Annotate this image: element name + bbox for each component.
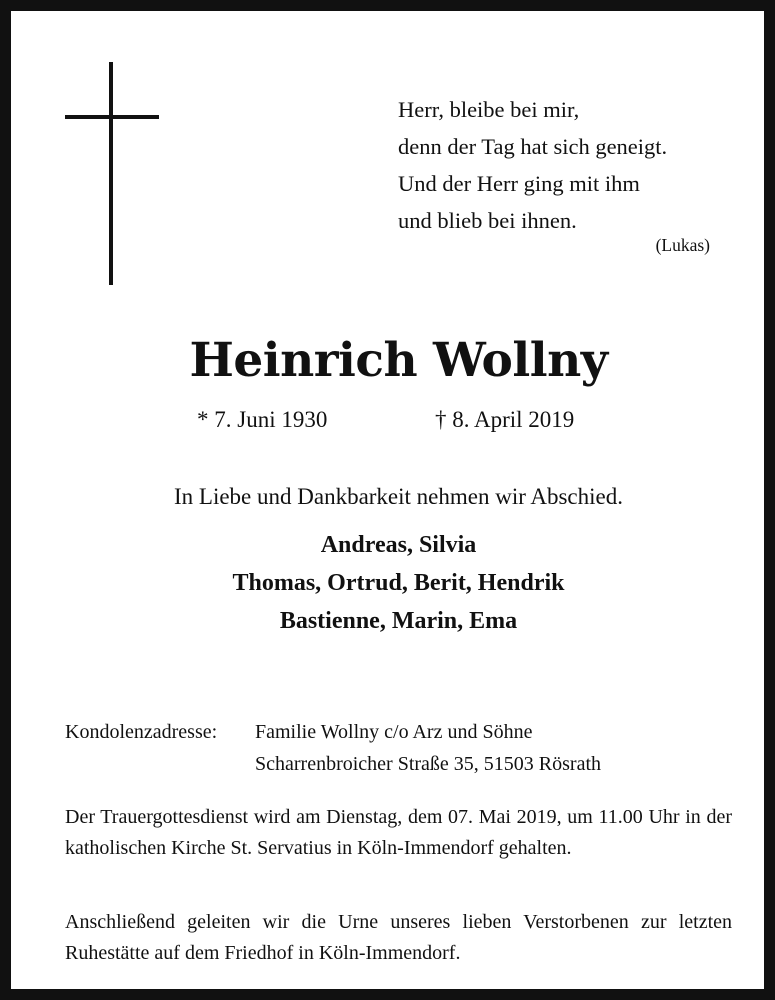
burial-paragraph: Anschließend geleiten wir die Urne unseres lieben Verstorbenen zur letzten Ruhestätte auf dem Friedhof in Köln-Immendorf.: [65, 911, 732, 964]
verse-line: denn der Tag hat sich geneigt.: [398, 134, 668, 159]
cross-icon-vertical: [109, 62, 113, 285]
farewell-text: In Liebe und Dankbarkeit nehmen wir Abschied.: [173, 484, 623, 509]
death-date: † 8. April 2019: [435, 407, 575, 432]
family-line: Thomas, Ortrud, Berit, Hendrik: [232, 570, 565, 596]
deceased-name: Heinrich Wollny: [189, 333, 608, 388]
verse-source: (Lukas): [655, 235, 710, 255]
service-paragraph: Der Trauergottesdienst wird am Dienstag, dem 07. Mai 2019, um 11.00 Uhr in der katholischen Kirche St. Servatius in Köln-Immendorf gehalten.: [65, 806, 732, 859]
condolence-address: [65, 716, 601, 780]
condolence-line-2: Scharrenbroicher Straße 35, 51503 Rösrath: [255, 753, 602, 775]
family-list: [11, 526, 775, 640]
verse-line: Herr, bleibe bei mir,: [398, 97, 580, 122]
family-line: Andreas, Silvia: [320, 532, 477, 558]
verse-line: und blieb bei ihnen.: [398, 208, 577, 233]
condolence-label: Kondolenzadresse:: [65, 721, 218, 743]
cross-icon-horizontal: [65, 115, 159, 119]
verse-line: Und der Herr ging mit ihm: [398, 171, 640, 196]
family-line: Bastienne, Marin, Ema: [279, 608, 518, 634]
birth-date: * 7. Juni 1930: [197, 407, 328, 432]
condolence-line-1: Familie Wollny c/o Arz und Söhne: [255, 721, 533, 743]
bible-verse: [398, 91, 738, 239]
